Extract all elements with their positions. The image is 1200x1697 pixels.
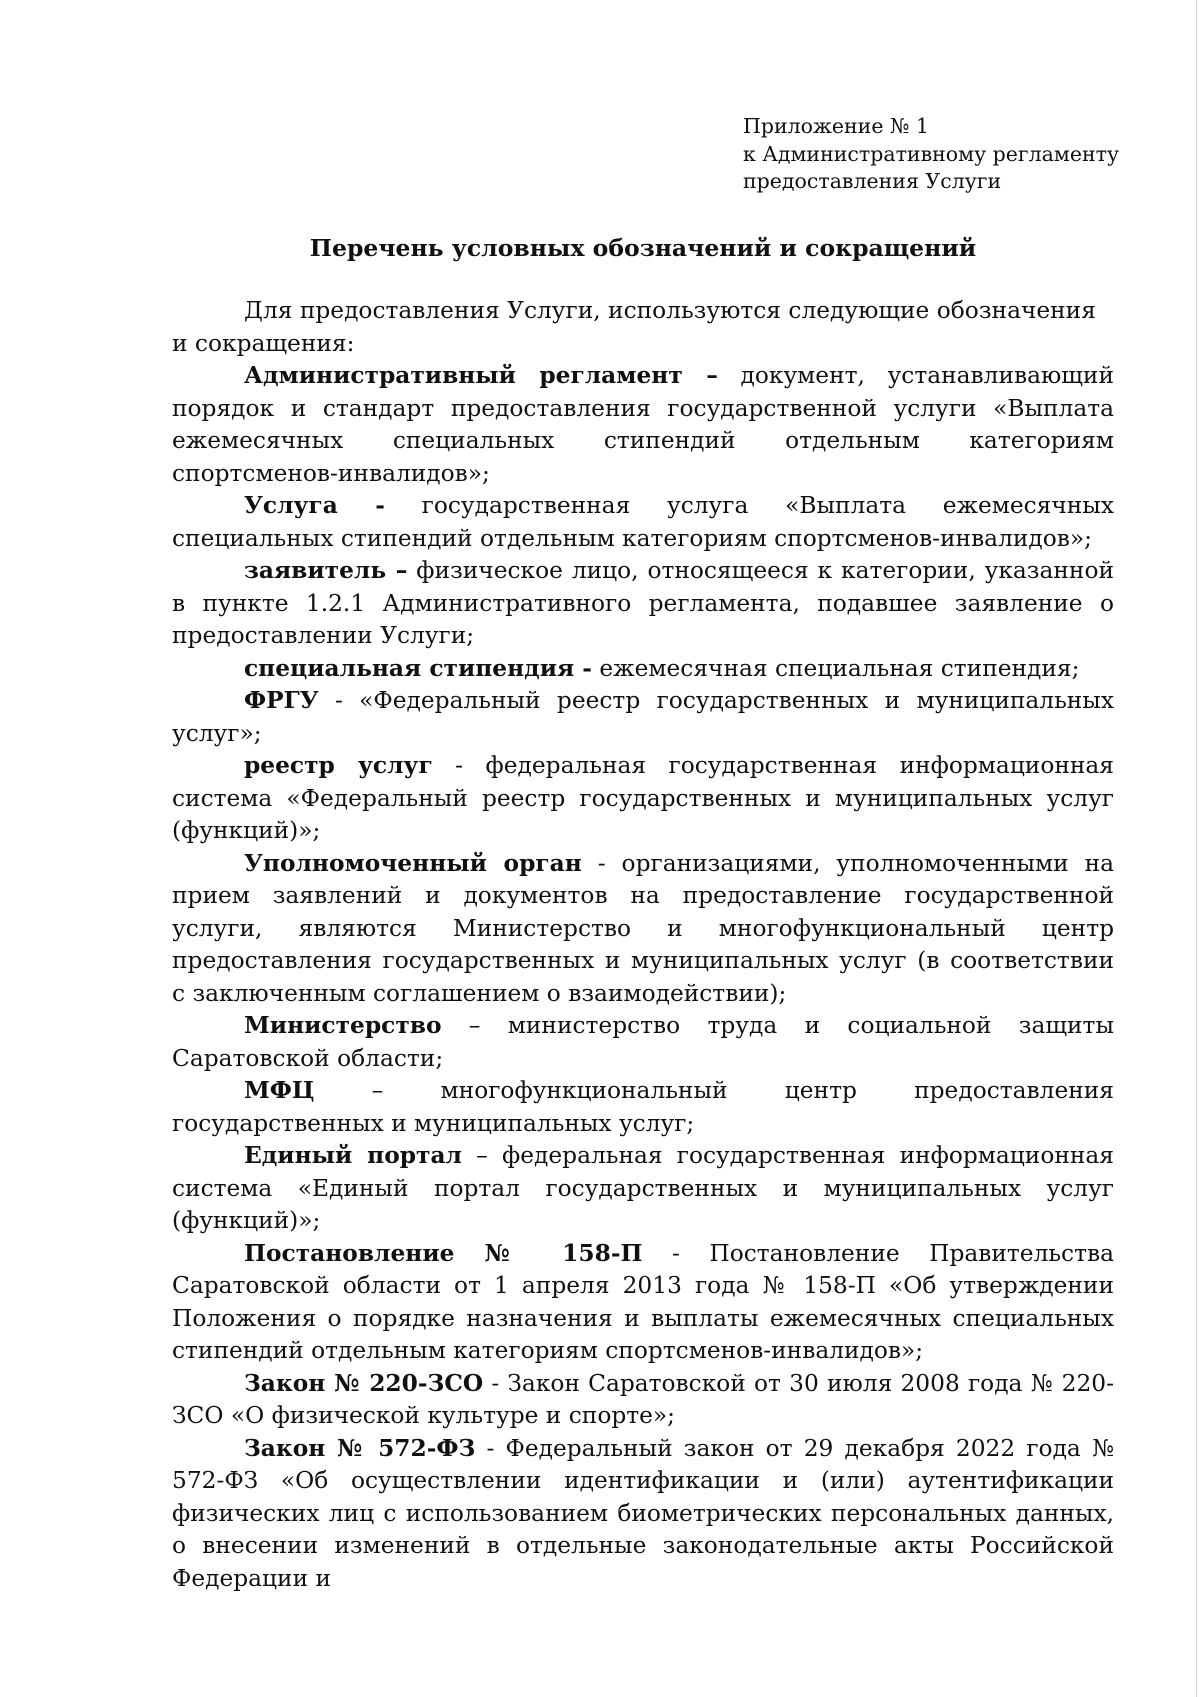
definition-term: Закон № 220-ЗСО bbox=[244, 1369, 484, 1397]
appendix-line-1: Приложение № 1 bbox=[743, 114, 929, 138]
definition-text: ежемесячная специальная стипендия; bbox=[591, 654, 1080, 682]
definition-text: – министерство труда и социальной защиты Саратовской области; bbox=[172, 1012, 1114, 1072]
definition-term: Единый портал bbox=[244, 1142, 462, 1169]
definition-unified-portal bbox=[172, 1140, 1114, 1238]
definition-text: документ, устанавливающий порядок и стандарт предоставления государственной услуги «Выплата ежемесячных специальных стипендий отдельным категориям спортсменов-инвалидов»; bbox=[172, 362, 1114, 487]
definition-resolution-158p bbox=[172, 1238, 1114, 1368]
definition-text: - Закон Саратовской от 30 июля 2008 года № 220-ЗСО «О физической культуре и спорте»; bbox=[172, 1369, 1114, 1429]
definition-term: реестр услуг bbox=[244, 752, 433, 779]
definition-law-572fz bbox=[172, 1433, 1114, 1596]
definition-text: - организациями, уполномоченными на прием заявлений и документов на предоставление государственной услуги, являются Министерство и многофункциональный центр предоставления государственных и муниципальных услуг (в соответствии с заключенным соглашением о взаимодействии); bbox=[172, 849, 1114, 1007]
definition-term: Услуга - bbox=[244, 492, 385, 519]
definition-text: государственная услуга «Выплата ежемесячных специальных стипендий отдельным категориям спортсменов-инвалидов»; bbox=[172, 492, 1114, 552]
definition-term: Постановление № 158-П bbox=[244, 1239, 643, 1267]
appendix-line-3: предоставления Услуги bbox=[743, 169, 1002, 193]
definition-text: физическое лицо, относящееся к категории, указанной в пункте 1.2.1 Административного регламента, подавшее заявление о предоставлении Услуги; bbox=[172, 557, 1115, 649]
definition-service bbox=[172, 490, 1114, 555]
definition-applicant bbox=[172, 555, 1114, 653]
definition-authorized-body bbox=[172, 848, 1114, 1011]
definition-text: – федеральная государственная информационная система «Единый портал государственных и муниципальных услуг (функций)»; bbox=[172, 1142, 1114, 1234]
appendix-reference bbox=[743, 113, 1120, 196]
definition-term: Административный регламент – bbox=[244, 362, 718, 389]
definition-term: ФРГУ bbox=[244, 687, 319, 714]
definition-text: - Федеральный закон от 29 декабря 2022 года № 572-ФЗ «Об осуществлении идентификации и (или) аутентификации физических лиц с использованием биометрических персональных данных, о внесении изменений в отдельные законодательные акты Российской Федерации и bbox=[172, 1434, 1114, 1592]
definition-ministry bbox=[172, 1010, 1114, 1075]
definition-term: Уполномоченный орган bbox=[244, 849, 582, 877]
definition-term: заявитель – bbox=[244, 557, 408, 584]
definition-term: Закон № 572-ФЗ bbox=[244, 1434, 476, 1462]
document-title: Перечень условных обозначений и сокращений bbox=[309, 234, 977, 262]
definition-frgu bbox=[172, 685, 1114, 750]
definition-special-stipend bbox=[172, 653, 1114, 686]
definition-service-registry bbox=[172, 750, 1114, 848]
definition-mfc bbox=[172, 1075, 1114, 1140]
definition-text: - «Федеральный реестр государственных и муниципальных услуг»; bbox=[172, 687, 1114, 747]
page-edge-divider bbox=[1196, 0, 1197, 1697]
definition-term: Министерство bbox=[244, 1012, 442, 1039]
intro-paragraph: Для предоставления Услуги, используются следующие обозначения и сокращения: bbox=[172, 297, 1096, 357]
definition-text: – многофункциональный центр предоставления государственных и муниципальных услуг; bbox=[172, 1077, 1114, 1137]
definition-law-220zso bbox=[172, 1368, 1114, 1433]
definition-term: специальная стипендия - bbox=[244, 654, 592, 682]
appendix-line-2: к Административному регламенту bbox=[743, 141, 1120, 166]
definition-administrative-regulation bbox=[172, 360, 1114, 490]
definition-text: - федеральная государственная информационная система «Федеральный реестр государственных и муниципальных услуг (функций)»; bbox=[172, 752, 1114, 844]
definition-text: - Постановление Правительства Саратовской области от 1 апреля 2013 года № 158-П «Об утверждении Положения о порядке назначения и выплаты ежемесячных специальных стипендий отдельным категориям спортсменов-инвалидов»; bbox=[172, 1239, 1114, 1364]
definition-term: МФЦ bbox=[244, 1077, 315, 1104]
document-body bbox=[172, 295, 1114, 1595]
